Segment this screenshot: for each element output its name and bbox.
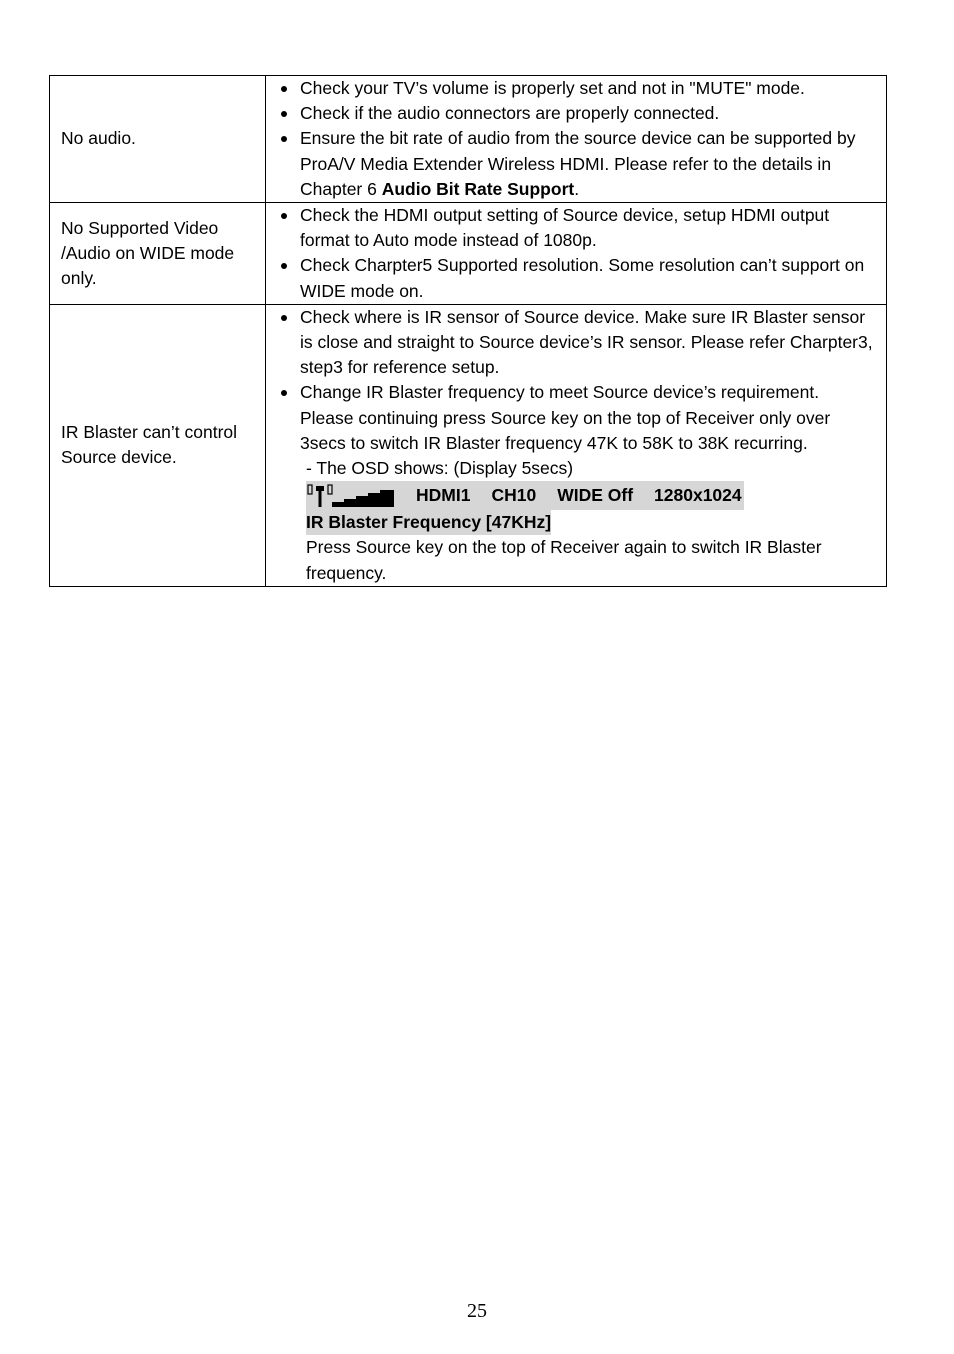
table-row <box>50 304 887 586</box>
solution-cell <box>266 76 887 203</box>
problem-cell: No Supported Video /Audio on WIDE mode only. <box>50 203 266 305</box>
antenna-signal-icon <box>306 484 396 508</box>
osd-channel: CH10 <box>491 485 537 506</box>
osd-resolution: 1280x1024 <box>654 485 742 506</box>
osd-frequency: IR Blaster Frequency [47KHz] <box>306 510 551 535</box>
solution-cell <box>266 203 887 305</box>
list-item: Change IR Blaster frequency to meet Source device’s requirement. Please continuing press Source key on the top of Receiver only over 3secs to switch IR Blaster frequency 47K to 58K to 38K recurring. <box>276 380 876 456</box>
table-row <box>50 203 887 305</box>
list-item-text: Ensure the bit rate of audio from the source device can be supported by ProA/V Media Extender Wireless HDMI. Please refer to the details in Chapter 6 <box>300 128 856 199</box>
osd-source: HDMI1 <box>416 485 471 506</box>
table-row <box>50 76 887 203</box>
chapter-reference: Audio Bit Rate Support <box>381 178 575 199</box>
troubleshooting-table <box>49 75 887 587</box>
osd-intro: - The OSD shows: (Display 5secs) <box>306 458 574 479</box>
osd-followup: Press Source key on the top of Receiver again to switch IR Blaster frequency. <box>306 537 822 583</box>
list-item: Check your TV’s volume is properly set and not in "MUTE" mode. <box>276 76 876 101</box>
osd-description <box>276 456 876 586</box>
solution-cell <box>266 304 887 586</box>
page-number: 25 <box>467 1300 487 1322</box>
list-item: Check the HDMI output setting of Source device, setup HDMI output format to Auto mode instead of 1080p. <box>276 203 876 253</box>
osd-wide-mode: WIDE Off <box>557 485 634 506</box>
list-item <box>276 126 876 202</box>
list-item: Check Charpter5 Supported resolution. Some resolution can’t support on WIDE mode on. <box>276 253 876 303</box>
problem-cell: No audio. <box>50 76 266 203</box>
list-item: Check where is IR sensor of Source device. Make sure IR Blaster sensor is close and straight to Source device’s IR sensor. Please refer Charpter3, step3 for reference setup. <box>276 305 876 381</box>
osd-status-bar <box>306 481 744 510</box>
solution-list <box>276 76 876 202</box>
problem-cell: IR Blaster can’t control Source device. <box>50 304 266 586</box>
solution-list <box>276 305 876 456</box>
list-item-period: . <box>574 178 580 199</box>
list-item: Check if the audio connectors are properly connected. <box>276 101 876 126</box>
osd-status-row <box>306 481 876 510</box>
solution-list <box>276 203 876 304</box>
